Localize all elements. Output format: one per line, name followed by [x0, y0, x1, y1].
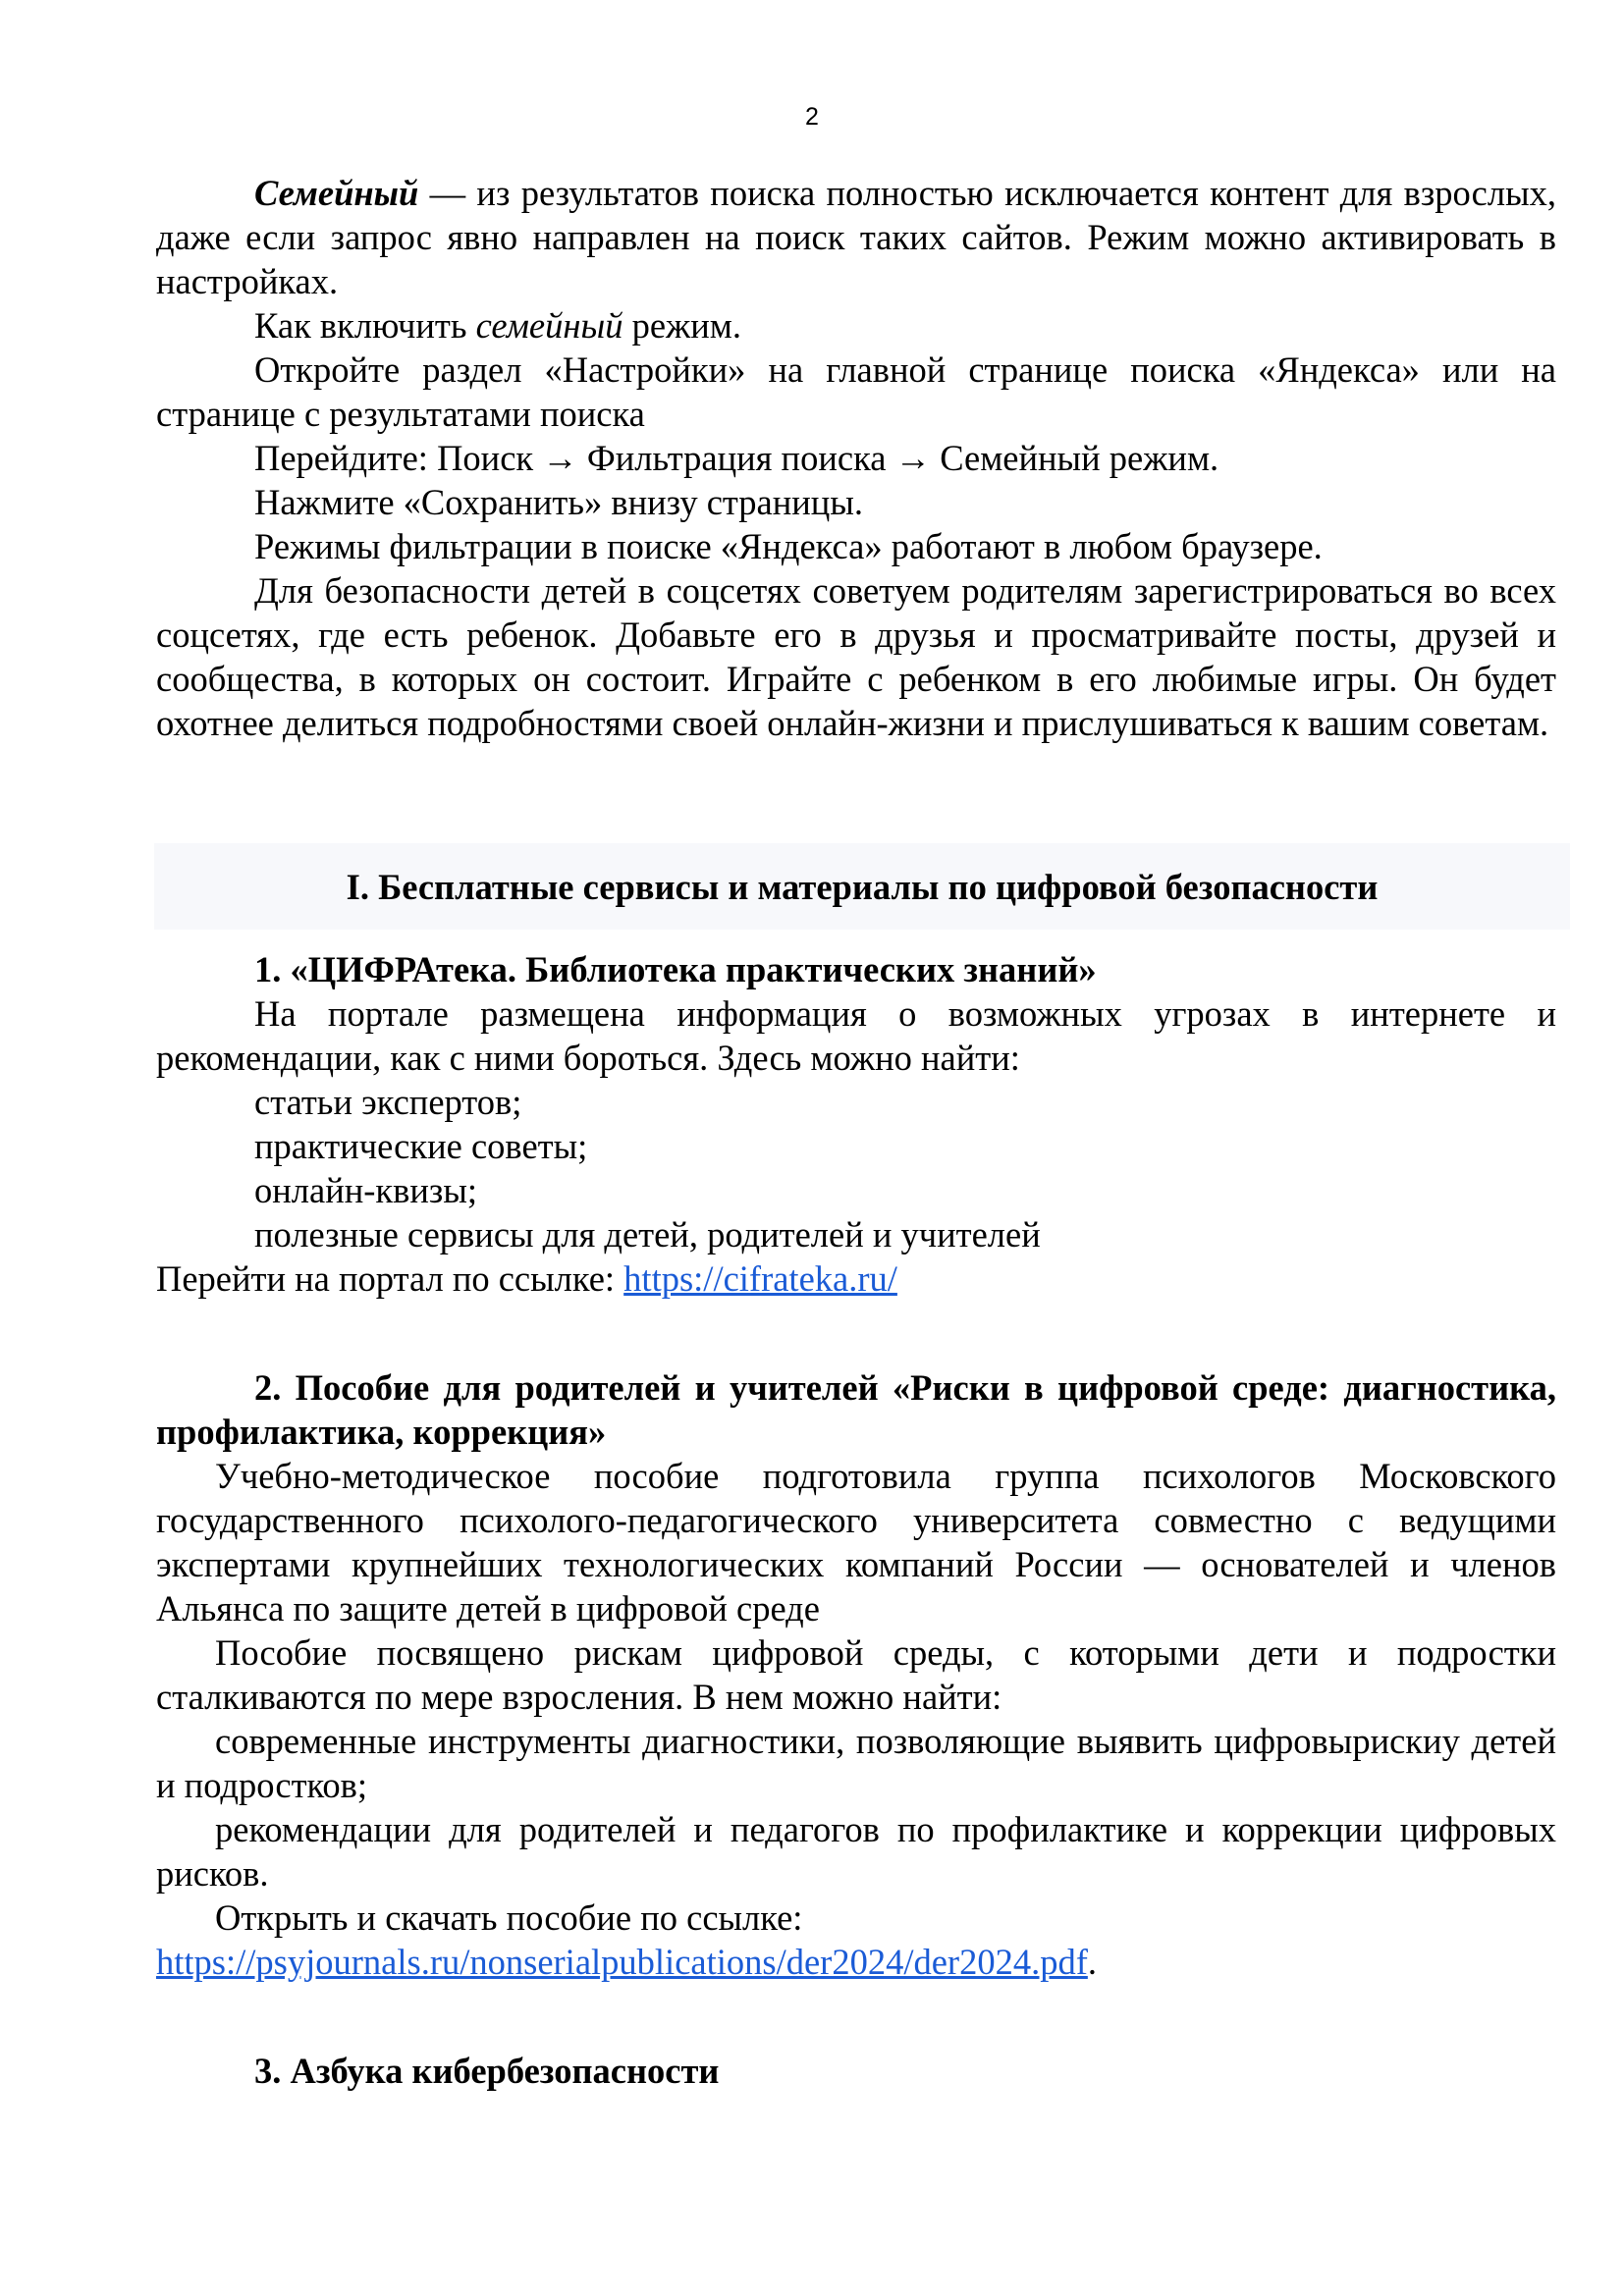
item1-heading: 1. «ЦИФРАтека. Библиотека практических знаний» [254, 949, 1097, 989]
social-advice-paragraph: Для безопасности детей в соцсетях советуем родителям зарегистрироваться во всех соцсетях, где есть ребенок. Добавьте его в друзья и просматривайте посты, друзей и сообщества, в которых он состоит. Играйте с ребенком в его любимые игры. Он будет охотнее делиться подробностями своей онлайн-жизни и прислушиваться к вашим советам. [156, 570, 1556, 743]
item1-list-item: практические советы; [254, 1126, 588, 1166]
item1-list-item: статьи экспертов; [254, 1082, 522, 1122]
item1-description: На портале размещена информация о возможных угрозах в интернете и рекомендации, как с ними бороться. Здесь можно найти: [156, 993, 1556, 1078]
item2-paragraph-authors: Учебно-методическое пособие подготовила группа психологов Московского государственного психолого-педагогического университета совместно с ведущими экспертами крупнейших технологических компаний России — основателей и членов Альянса по защите детей в цифровой среде [156, 1456, 1556, 1629]
family-mode-term: Семейный [254, 173, 419, 213]
family-mode-paragraph [156, 171, 1556, 303]
howto-term: семейный [475, 305, 623, 346]
item1-link-line [156, 1256, 1556, 1301]
item2-bullet: рекомендации для родителей и педагогов по профилактике и коррекции цифровых рисков. [156, 1809, 1556, 1894]
item2-download-label: Открыть и скачать пособие по ссылке: [215, 1897, 803, 1938]
item3-heading: 3. Азбука кибербезопасности [254, 2051, 720, 2091]
howto-prefix: Как включить [254, 305, 476, 346]
item1-link-prefix: Перейти на портал по ссылке: [156, 1258, 624, 1299]
step-save: Нажмите «Сохранить» внизу страницы. [254, 482, 863, 522]
cifrateka-link[interactable]: https://cifrateka.ru/ [623, 1258, 897, 1299]
family-mode-description: — из результатов поиска полностью исключается контент для взрослых, даже если запрос явно направлен на поиск таких сайтов. Режим можно активировать в настройках. [156, 173, 1556, 301]
item1-list-item: онлайн-квизы; [254, 1170, 478, 1210]
howto-suffix: режим. [623, 305, 742, 346]
item2-bullet: современные инструменты диагностики, позволяющие выявить цифровырискиу детей и подростков; [156, 1721, 1556, 1805]
section-title: I. Бесплатные сервисы и материалы по цифровой безопасности [154, 843, 1570, 930]
page-number: 2 [805, 103, 819, 131]
item2-heading: 2. Пособие для родителей и учителей «Риски в цифровой среде: диагностика, профилактика, коррекция» [156, 1367, 1556, 1452]
document-body [156, 171, 1556, 2093]
step-modes-note: Режимы фильтрации в поиске «Яндекса» работают в любом браузере. [254, 526, 1323, 566]
item1-list-item: полезные сервисы для детей, родителей и учителей [254, 1214, 1041, 1255]
item2-download-tail: . [1087, 1942, 1097, 1982]
step-navigate: Перейдите: Поиск → Фильтрация поиска → Семейный режим. [254, 438, 1219, 478]
howto-paragraph [156, 303, 1556, 347]
step-open-settings: Откройте раздел «Настройки» на главной странице поиска «Яндекса» или на странице с результатами поиска [156, 349, 1556, 434]
item2-download-line [156, 1940, 1556, 1984]
item2-paragraph-topics: Пособие посвящено рискам цифровой среды, с которыми дети и подростки сталкиваются по мере взросления. В нем можно найти: [156, 1632, 1556, 1717]
psyjournals-link[interactable]: https://psyjournals.ru/nonserialpublications/der2024/der2024.pdf [156, 1942, 1088, 1982]
